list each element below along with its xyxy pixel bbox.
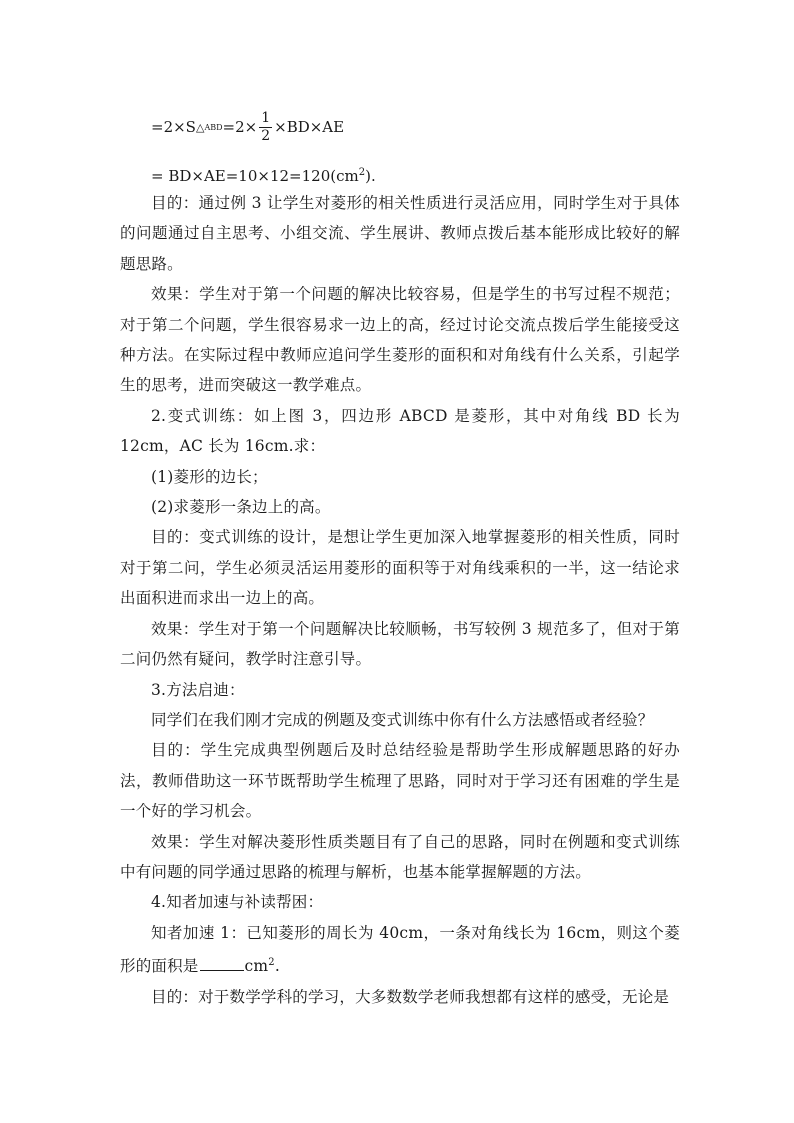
one-half-fraction: [259, 110, 272, 145]
paragraph-purpose-example3: 目的：通过例 3 让学生对菱形的相关性质进行灵活应用，同时学生对于具体的问题通过自主思考、小组交流、学生展讲、教师点拨后基本能形成比较好的解题思路。: [120, 194, 680, 273]
triangle-subscript: ABD: [204, 122, 223, 132]
paragraph-method-question: 同学们在我们刚才完成的例题及变式训练中你有什么方法感悟或者经验？: [151, 710, 654, 729]
formula-2-superscript: 2: [358, 167, 366, 178]
paragraph-purpose-variant: 目的：变式训练的设计，是想让学生更加深入地掌握菱形的相关性质，同时对于第二问，学生必须灵活运用菱形的面积等于对角线乘积的一半，这一结论求出面积进而求出一边上的高。: [120, 528, 680, 608]
paragraph-effect-method: 效果：学生对解决菱形性质类题目有了自己的思路，同时在例题和变式训练中有问题的同学通过思路的梳理与解析，也基本能掌握解题的方法。: [120, 832, 680, 881]
area-formula-line-2: [120, 158, 680, 188]
area-formula-line-1: [120, 96, 680, 158]
formula-prefix: =2×S: [151, 118, 196, 136]
triangle-symbol: △: [195, 120, 205, 134]
paragraph-effect-example3: 效果：学生对于第一个问题的解决比较容易，但是学生的书写过程不规范；对于第二个问题，学生很容易求一边上的高，经过讨论交流点拨后学生能接受这种方法。在实际过程中教师应追问学生菱形的面积和对角线有什么关系，引起学生的思考，进而突破这一教学难点。: [120, 285, 680, 395]
exercise-unit: cm: [244, 957, 269, 976]
fraction-denominator: 2: [261, 127, 271, 144]
section-acceleration-heading: 4.知者加速与补读帮困：: [151, 893, 324, 912]
formula-middle: =2×: [222, 118, 258, 136]
paragraph-exercise-1: [120, 918, 680, 982]
answer-blank: [200, 956, 244, 971]
exercise-end: .: [274, 957, 280, 976]
paragraph-purpose-acceleration: 目的：对于数学学科的学习，大多数数学老师我想都有这样的感受，无论是: [151, 987, 670, 1006]
formula-suffix: ×BD×AE: [274, 118, 345, 136]
question-1: (1)菱形的边长；: [151, 467, 268, 486]
question-2: (2)求菱形一条边上的高。: [151, 498, 331, 517]
formula-2-text: = BD×AE=10×12=120(cm: [151, 167, 359, 185]
paragraph-purpose-method: 目的：学生完成典型例题后及时总结经验是帮助学生形成解题思路的好办法，教师借助这一环节既帮助学生梳理了思路，同时对于学习还有困难的学生是一个好的学习机会。: [120, 741, 680, 821]
paragraph-effect-variant: 效果：学生对于第一个问题解决比较顺畅，书写较例 3 规范多了，但对于第二问仍然有疑问，教学时注意引导。: [120, 619, 680, 669]
document-body: [120, 96, 680, 1012]
exercise-text: 知者加速 1：已知菱形的周长为 40cm，一条对角线长为 16cm，则这个菱形的面积是: [120, 923, 680, 976]
formula-2-end: ).: [365, 167, 376, 185]
fraction-numerator: 1: [261, 109, 271, 126]
exercise-unit-superscript: 2: [268, 957, 275, 969]
paragraph-variant-training: 2.变式训练：如上图 3，四边形 ABCD 是菱形，其中对角线 BD 长为 12cm，AC 长为 16cm.求：: [120, 406, 680, 456]
section-method-heading: 3.方法启迪：: [151, 680, 245, 699]
